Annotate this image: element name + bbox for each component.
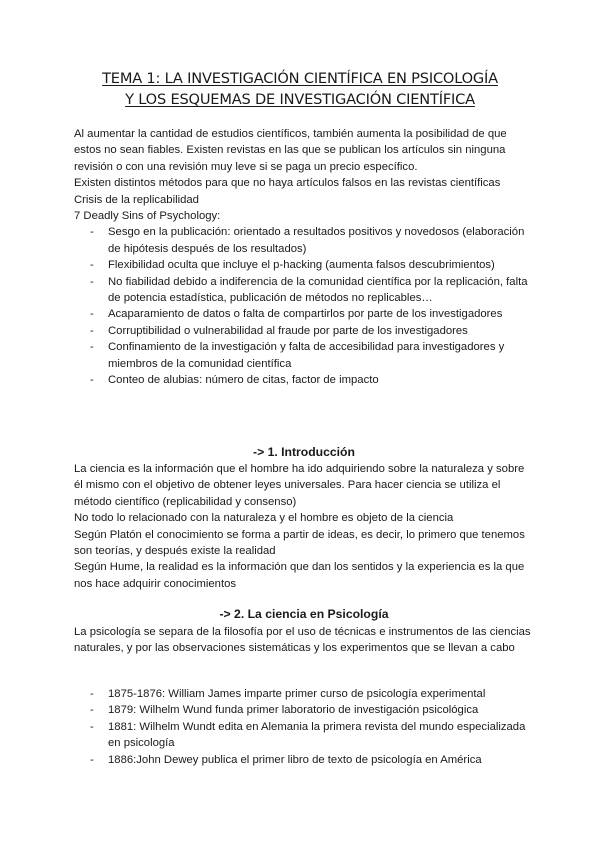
list-item: - 1879: Wilhelm Wund funda primer laboratorio de investigación psicológica bbox=[74, 702, 534, 718]
list-item: - Acaparamiento de datos o falta de compartirlos por parte de los investigadores bbox=[74, 306, 534, 322]
section-heading-introduccion: -> 1. Introducción bbox=[253, 445, 355, 459]
section-paragraph: La psicología se separa de la filosofía por el uso de técnicas e instrumentos de las ciencias naturales, y por las observaciones sistemáticas y los experimentos que se llevan a cabo bbox=[74, 626, 531, 655]
title-line-1: TEMA 1: LA INVESTIGACIÓN CIENTÍFICA EN PSICOLOGÍA bbox=[102, 70, 498, 87]
sins-list bbox=[74, 224, 534, 388]
section-ciencia-psicologia bbox=[74, 624, 534, 657]
list-item: - 1886:John Dewey publica el primer libro de texto de psicología en América bbox=[74, 752, 534, 768]
timeline-list bbox=[74, 686, 534, 768]
list-item: - 1875-1876: William James imparte primer curso de psicología experimental bbox=[74, 686, 534, 702]
list-item: - 1881: Wilhelm Wundt edita en Alemania la primera revista del mundo especializada en psicología bbox=[74, 719, 534, 752]
section-paragraph: Según Hume, la realidad es la información que dan los sentidos y la experiencia es la que nos hace adquirir conocimientos bbox=[74, 561, 525, 590]
intro-section bbox=[74, 126, 534, 389]
section-paragraph: Según Platón el conocimiento se forma a partir de ideas, es decir, lo primero que tenemos son teorías, y después existe la realidad bbox=[74, 528, 525, 558]
document-title bbox=[30, 68, 570, 110]
section-introduccion bbox=[74, 461, 534, 592]
intro-paragraph: Crisis de la replicabilidad bbox=[74, 193, 199, 206]
list-item: - Conteo de alubias: número de citas, factor de impacto bbox=[74, 372, 534, 388]
list-item: - Flexibilidad oculta que incluye el p-hacking (aumenta falsos descubrimientos) bbox=[74, 257, 534, 273]
section-paragraph: No todo lo relacionado con la naturaleza y el hombre es objeto de la ciencia bbox=[74, 512, 454, 525]
title-line-2: Y LOS ESQUEMAS DE INVESTIGACIÓN CIENTÍFICA bbox=[125, 91, 475, 108]
intro-paragraph: Existen distintos métodos para que no haya artículos falsos en las revistas científicas bbox=[74, 177, 501, 190]
list-item: - Sesgo en la publicación: orientado a resultados positivos y novedosos (elaboración de hipótesis después de los resultados) bbox=[74, 224, 534, 257]
list-item: - Confinamiento de la investigación y falta de accesibilidad para investigadores y miembros de la comunidad científica bbox=[74, 339, 534, 372]
section-paragraph: La ciencia es la información que el hombre ha ido adquiriendo sobre la naturaleza y sobre él mismo con el objetivo de obtener leyes universales. Para hacer ciencia se utiliza el método científico (replicabilidad y consenso) bbox=[74, 463, 525, 508]
intro-paragraph: Al aumentar la cantidad de estudios científicos, también aumenta la posibilidad de que estos no sean fiables. Existen revistas en las que se publican los artículos sin ninguna revisión o con una revisión muy leve si se paga un precio específico. bbox=[74, 128, 507, 173]
list-item: - No fiabilidad debido a indiferencia de la comunidad científica por la replicación, falta de potencia estadística, publicación de métodos no replicables… bbox=[74, 274, 534, 307]
timeline-section bbox=[74, 686, 534, 768]
list-item: - Corruptibilidad o vulnerabilidad al fraude por parte de los investigadores bbox=[74, 323, 534, 339]
intro-paragraph: 7 Deadly Sins of Psychology: bbox=[74, 210, 221, 223]
section-heading-ciencia-psicologia: -> 2. La ciencia en Psicología bbox=[219, 607, 389, 621]
